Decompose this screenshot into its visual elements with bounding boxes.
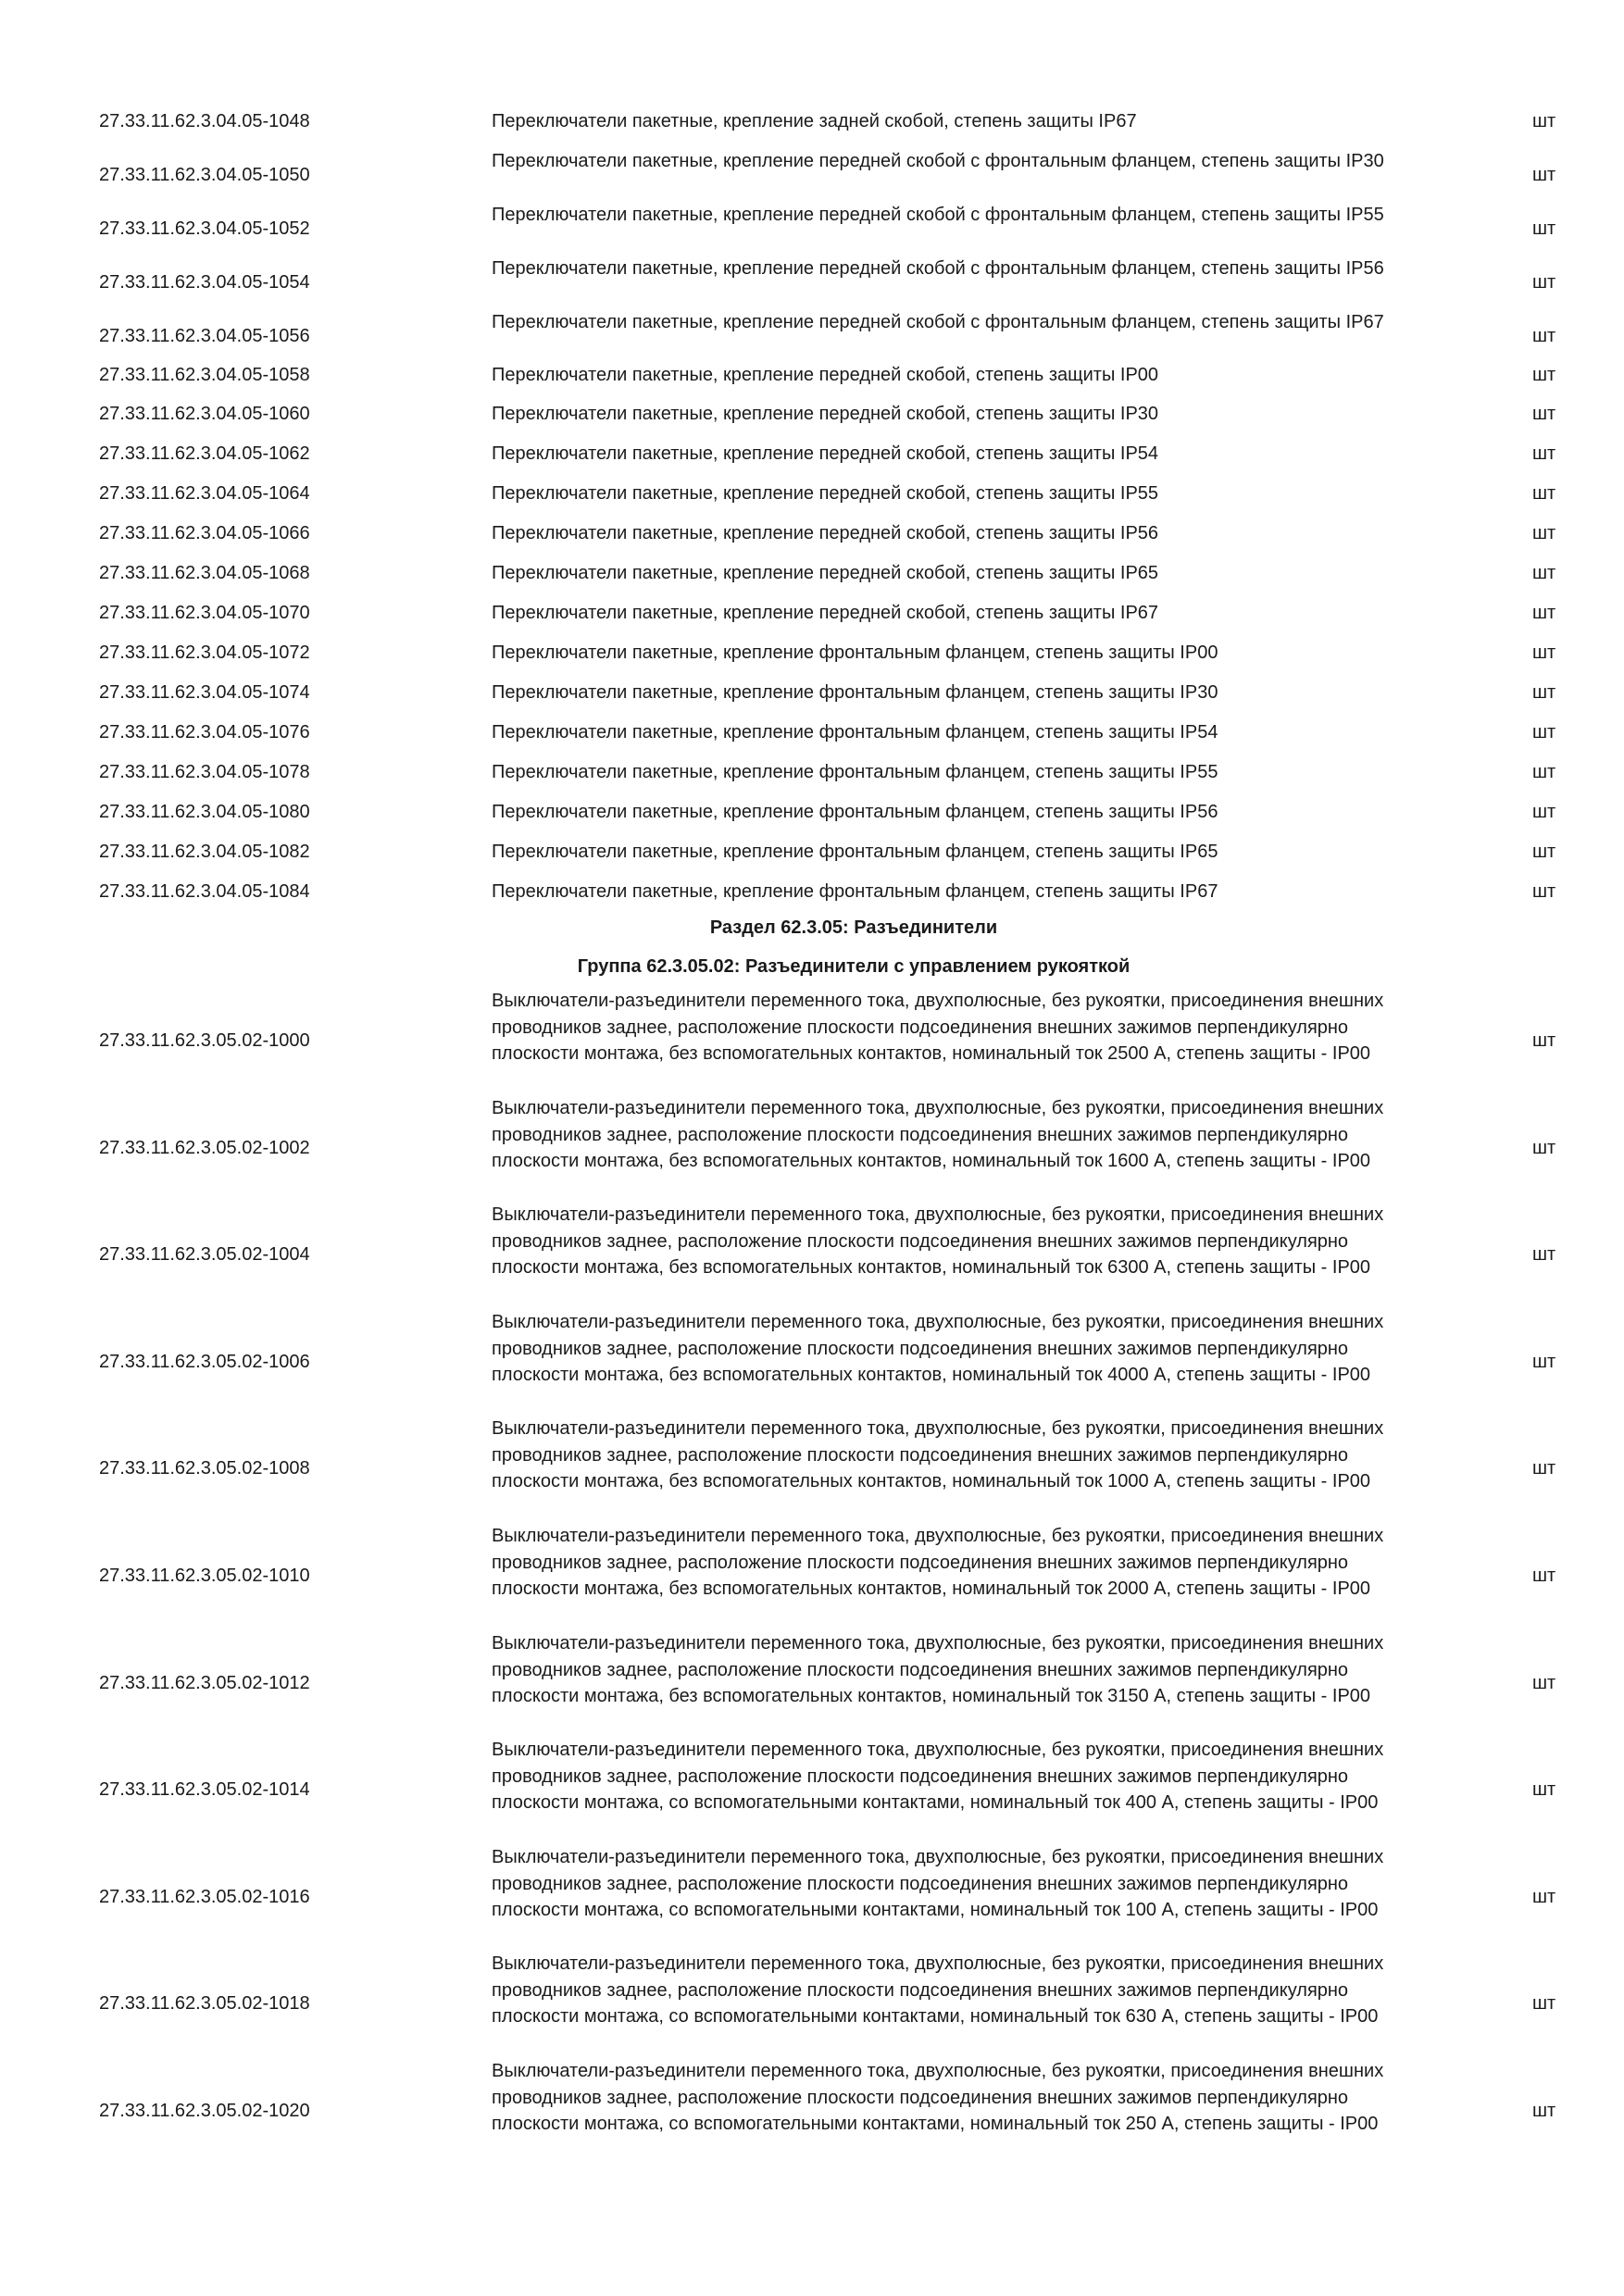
item-description: Переключатели пакетные, крепление передней скобой, степень защиты IP55 [492, 483, 1159, 504]
item-code: 27.33.11.62.3.05.02-1002 [99, 1138, 310, 1158]
item-unit: шт [1532, 272, 1556, 293]
table-row [0, 637, 1624, 668]
item-description: Выключатели-разъединители переменного тока, двухполюсные, без рукоятки, присоединения внешних проводников заднее, расположение плоскости подсоединения внешних зажимов перпендикулярно плоскости монтажа, без вспомогательных контактов, номинальный ток 3150 А, степень защиты - IP00 [492, 1633, 1384, 1706]
item-unit: шт [1532, 365, 1556, 385]
item-description: Выключатели-разъединители переменного тока, двухполюсные, без рукоятки, присоединения внешних проводников заднее, расположение плоскости подсоединения внешних зажимов перпендикулярно плоскости монтажа, без вспомогательных контактов, номинальный ток 1600 А, степень защиты - IP00 [492, 1098, 1384, 1171]
item-code: 27.33.11.62.3.05.02-1010 [99, 1566, 310, 1586]
table-row [0, 202, 1624, 256]
table-row [0, 1630, 1624, 1736]
item-description: Выключатели-разъединители переменного тока, двухполюсные, без рукоятки, присоединения внешних проводников заднее, расположение плоскости подсоединения внешних зажимов перпендикулярно плоскости монтажа, без вспомогательных контактов, номинальный ток 1000 А, степень защиты - IP00 [492, 1418, 1384, 1491]
item-unit: шт [1532, 603, 1556, 623]
item-description: Переключатели пакетные, крепление фронтальным фланцем, степень защиты IP00 [492, 643, 1218, 663]
table-row [0, 597, 1624, 629]
item-description: Выключатели-разъединители переменного тока, двухполюсные, без рукоятки, присоединения внешних проводников заднее, расположение плоскости подсоединения внешних зажимов перпендикулярно плоскости монтажа, без вспомогательных контактов, номинальный ток 2500 А, степень защиты - IP00 [492, 991, 1384, 1064]
item-code: 27.33.11.62.3.04.05-1066 [99, 523, 310, 543]
item-code: 27.33.11.62.3.04.05-1058 [99, 365, 310, 385]
item-code: 27.33.11.62.3.04.05-1070 [99, 603, 310, 623]
table-row [0, 677, 1624, 708]
item-code: 27.33.11.62.3.04.05-1082 [99, 842, 310, 862]
item-unit: шт [1532, 802, 1556, 822]
item-unit: шт [1532, 2101, 1556, 2121]
table-row [0, 836, 1624, 867]
item-description: Выключатели-разъединители переменного тока, двухполюсные, без рукоятки, присоединения внешних проводников заднее, расположение плоскости подсоединения внешних зажимов перпендикулярно плоскости монтажа, без вспомогательных контактов, номинальный ток 6300 А, степень защиты - IP00 [492, 1204, 1384, 1278]
table-row [0, 148, 1624, 202]
item-code: 27.33.11.62.3.04.05-1048 [99, 111, 310, 131]
table-row [0, 756, 1624, 788]
item-code: 27.33.11.62.3.04.05-1076 [99, 722, 310, 742]
item-unit: шт [1532, 643, 1556, 663]
item-code: 27.33.11.62.3.04.05-1084 [99, 881, 310, 902]
item-code: 27.33.11.62.3.04.05-1056 [99, 326, 310, 346]
item-unit: шт [1532, 1030, 1556, 1051]
item-unit: шт [1532, 404, 1556, 424]
section-heading: Раздел 62.3.05: Разъединители [709, 917, 998, 938]
item-description: Выключатели-разъединители переменного тока, двухполюсные, без рукоятки, присоединения внешних проводников заднее, расположение плоскости подсоединения внешних зажимов перпендикулярно плоскости монтажа, без вспомогательных контактов, номинальный ток 2000 А, степень защиты - IP00 [492, 1526, 1384, 1599]
item-unit: шт [1532, 111, 1556, 131]
table-row [0, 1951, 1624, 2056]
item-code: 27.33.11.62.3.04.05-1068 [99, 563, 310, 583]
item-unit: шт [1532, 881, 1556, 902]
item-code: 27.33.11.62.3.04.05-1080 [99, 802, 310, 822]
table-row [0, 478, 1624, 509]
item-description: Переключатели пакетные, крепление передней скобой с фронтальным фланцем, степень защиты IP30 [492, 151, 1384, 171]
item-description: Переключатели пакетные, крепление передней скобой, степень защиты IP00 [492, 365, 1159, 385]
item-code: 27.33.11.62.3.05.02-1008 [99, 1458, 310, 1479]
item-code: 27.33.11.62.3.04.05-1062 [99, 443, 310, 464]
item-description: Переключатели пакетные, крепление фронтальным фланцем, степень защиты IP54 [492, 722, 1218, 742]
item-description: Переключатели пакетные, крепление передней скобой, степень защиты IP65 [492, 563, 1159, 583]
item-code: 27.33.11.62.3.04.05-1054 [99, 272, 310, 293]
table-row [0, 106, 1624, 137]
item-description: Выключатели-разъединители переменного тока, двухполюсные, без рукоятки, присоединения внешних проводников заднее, расположение плоскости подсоединения внешних зажимов перпендикулярно плоскости монтажа, со вспомогательными контактами, номинальный ток 630 А, степень защиты - IP00 [492, 1953, 1384, 2027]
item-unit: шт [1532, 523, 1556, 543]
item-description: Выключатели-разъединители переменного тока, двухполюсные, без рукоятки, присоединения внешних проводников заднее, расположение плоскости подсоединения внешних зажимов перпендикулярно плоскости монтажа, со вспомогательными контактами, номинальный ток 100 А, степень защиты - IP00 [492, 1847, 1384, 1920]
item-code: 27.33.11.62.3.04.05-1078 [99, 762, 310, 782]
item-code: 27.33.11.62.3.04.05-1072 [99, 643, 310, 663]
item-code: 27.33.11.62.3.05.02-1012 [99, 1673, 310, 1693]
item-description: Переключатели пакетные, крепление фронтальным фланцем, степень защиты IP30 [492, 682, 1218, 703]
item-code: 27.33.11.62.3.04.05-1052 [99, 218, 310, 239]
item-unit: шт [1532, 1887, 1556, 1907]
item-description: Переключатели пакетные, крепление передней скобой с фронтальным фланцем, степень защиты IP67 [492, 312, 1384, 332]
item-description: Переключатели пакетные, крепление передней скобой с фронтальным фланцем, степень защиты IP56 [492, 258, 1384, 279]
item-unit: шт [1532, 483, 1556, 504]
item-description: Переключатели пакетные, крепление передней скобой, степень защиты IP56 [492, 523, 1159, 543]
table-row [0, 1202, 1624, 1307]
table-row [0, 1523, 1624, 1628]
item-code: 27.33.11.62.3.04.05-1074 [99, 682, 310, 703]
item-unit: шт [1532, 1458, 1556, 1479]
item-code: 27.33.11.62.3.05.02-1016 [99, 1887, 310, 1907]
item-unit: шт [1532, 722, 1556, 742]
table-row [0, 1737, 1624, 1842]
item-description: Переключатели пакетные, крепление фронтальным фланцем, степень защиты IP55 [492, 762, 1218, 782]
table-row [0, 2058, 1624, 2164]
table-row [0, 518, 1624, 549]
item-unit: шт [1532, 1138, 1556, 1158]
item-unit: шт [1532, 842, 1556, 862]
table-row [0, 796, 1624, 828]
table-row [0, 1095, 1624, 1201]
item-description: Переключатели пакетные, крепление фронтальным фланцем, степень защиты IP65 [492, 842, 1218, 862]
item-unit: шт [1532, 443, 1556, 464]
item-code: 27.33.11.62.3.05.02-1006 [99, 1352, 310, 1372]
item-unit: шт [1532, 1244, 1556, 1265]
table-row [0, 988, 1624, 1093]
item-unit: шт [1532, 563, 1556, 583]
table-row [0, 876, 1624, 907]
table-row [0, 1844, 1624, 1950]
item-unit: шт [1532, 1993, 1556, 2014]
item-unit: шт [1532, 218, 1556, 239]
item-code: 27.33.11.62.3.04.05-1050 [99, 165, 310, 185]
item-code: 27.33.11.62.3.05.02-1020 [99, 2101, 310, 2121]
item-description: Выключатели-разъединители переменного тока, двухполюсные, без рукоятки, присоединения внешних проводников заднее, расположение плоскости подсоединения внешних зажимов перпендикулярно плоскости монтажа, со вспомогательными контактами, номинальный ток 250 А, степень защиты - IP00 [492, 2061, 1384, 2134]
item-description: Переключатели пакетные, крепление передней скобой, степень защиты IP67 [492, 603, 1159, 623]
item-unit: шт [1532, 165, 1556, 185]
table-row [0, 309, 1624, 363]
item-unit: шт [1532, 1673, 1556, 1693]
item-description: Переключатели пакетные, крепление задней скобой, степень защиты IP67 [492, 111, 1137, 131]
item-code: 27.33.11.62.3.05.02-1000 [99, 1030, 310, 1051]
item-code: 27.33.11.62.3.05.02-1018 [99, 1993, 310, 2014]
table-row [0, 1416, 1624, 1521]
item-code: 27.33.11.62.3.05.02-1004 [99, 1244, 310, 1265]
item-description: Переключатели пакетные, крепление фронтальным фланцем, степень защиты IP67 [492, 881, 1218, 902]
table-row [0, 717, 1624, 748]
item-description: Переключатели пакетные, крепление передней скобой, степень защиты IP30 [492, 404, 1159, 424]
table-row [0, 557, 1624, 589]
item-description: Выключатели-разъединители переменного тока, двухполюсные, без рукоятки, присоединения внешних проводников заднее, расположение плоскости подсоединения внешних зажимов перпендикулярно плоскости монтажа, со вспомогательными контактами, номинальный ток 400 А, степень защиты - IP00 [492, 1740, 1384, 1813]
item-unit: шт [1532, 1566, 1556, 1586]
item-code: 27.33.11.62.3.04.05-1060 [99, 404, 310, 424]
item-description: Переключатели пакетные, крепление фронтальным фланцем, степень защиты IP56 [492, 802, 1218, 822]
item-code: 27.33.11.62.3.04.05-1064 [99, 483, 310, 504]
item-code: 27.33.11.62.3.05.02-1014 [99, 1779, 310, 1800]
item-unit: шт [1532, 762, 1556, 782]
item-description: Переключатели пакетные, крепление передней скобой с фронтальным фланцем, степень защиты IP55 [492, 205, 1384, 225]
group-heading: Группа 62.3.05.02: Разъединители с управлением рукояткой [577, 956, 1131, 977]
table-row [0, 398, 1624, 430]
item-unit: шт [1532, 1779, 1556, 1800]
item-description: Переключатели пакетные, крепление передней скобой, степень защиты IP54 [492, 443, 1159, 464]
item-unit: шт [1532, 326, 1556, 346]
table-row [0, 1309, 1624, 1415]
item-unit: шт [1532, 1352, 1556, 1372]
item-description: Выключатели-разъединители переменного тока, двухполюсные, без рукоятки, присоединения внешних проводников заднее, расположение плоскости подсоединения внешних зажимов перпендикулярно плоскости монтажа, без вспомогательных контактов, номинальный ток 4000 А, степень защиты - IP00 [492, 1312, 1384, 1385]
item-unit: шт [1532, 682, 1556, 703]
table-row [0, 438, 1624, 469]
table-row [0, 256, 1624, 309]
table-row [0, 359, 1624, 391]
